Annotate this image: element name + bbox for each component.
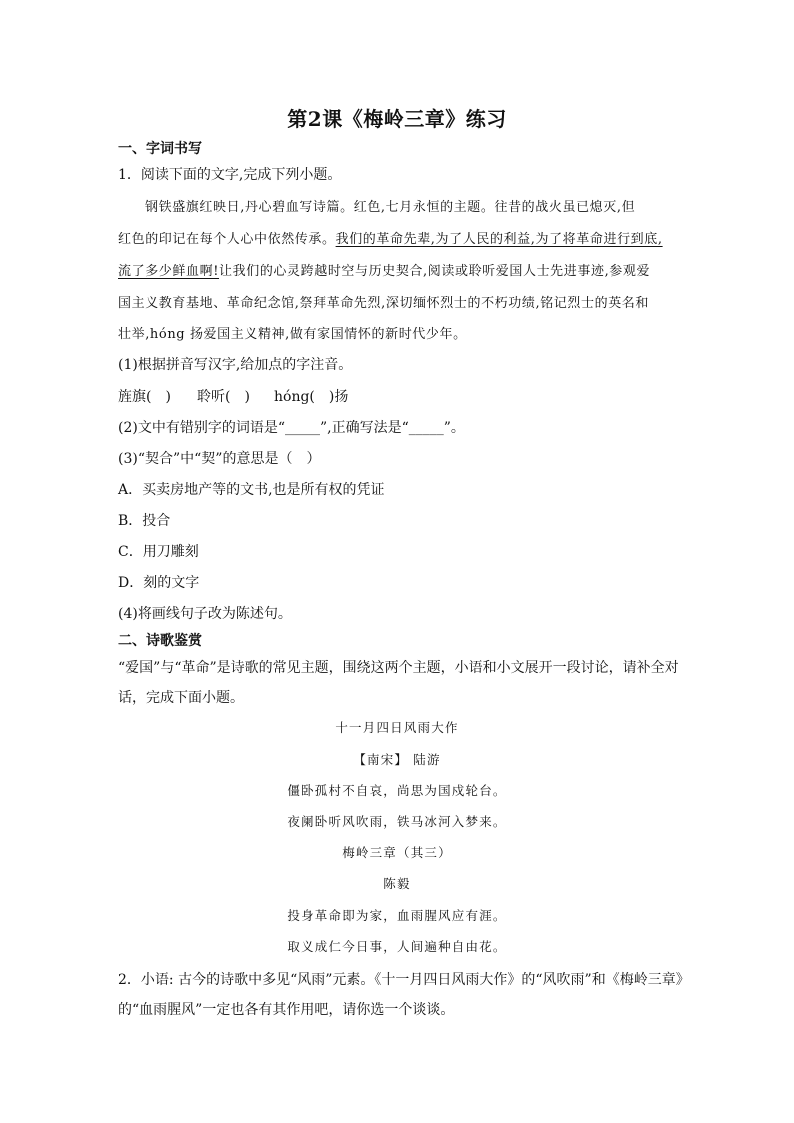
underlined-sentence: 流了多少鲜血啊! <box>118 264 220 279</box>
passage-line <box>118 228 663 247</box>
poem-line: 夜阑卧听风吹雨，铁马冰河入梦来。 <box>287 814 507 829</box>
poem-author: 【南宋】 陆游 <box>353 752 441 767</box>
option-d: D．刻的文字 <box>118 575 200 591</box>
section-2-intro: “爱国”与“革命”是诗歌的常见主题，围绕这两个主题，小语和小文展开一段讨论，请补全对 <box>118 660 679 676</box>
section-2-intro: 话，完成下面小题。 <box>118 690 244 706</box>
sub-question-2: (2)文中有错别字的词语是“_____”,正确写法是“_____”。 <box>118 420 465 436</box>
underlined-sentence: 我们的革命先辈,为了人民的利益,为了将革命进行到底, <box>335 232 663 247</box>
page-title: 第2课《梅岭三章》练习 <box>287 107 507 131</box>
sub-question-3: (3)“契合”中“契”的意思是（ ） <box>118 451 321 467</box>
fill-blank-2: 聆听( ) <box>197 389 250 405</box>
passage-text: 红色的印记在每个人心中依然传承。 <box>118 232 336 247</box>
poem-title: 十一月四日风雨大作 <box>335 720 459 735</box>
question-2: 2．小语: 古今的诗歌中多见“风雨”元素。《十一月四日风雨大作》的“风吹雨”和《梅岭三章》 <box>118 972 690 988</box>
question-2: 的“血雨腥风”一定也各有其作用吧，请你选一个谈谈。 <box>118 1002 455 1018</box>
passage-line: 钢铁盛旗红映日,丹心碧血写诗篇。红色,七月永恒的主题。往昔的战火虽已熄灭,但 <box>145 200 636 215</box>
question-1-intro: 1．阅读下面的文字,完成下列小题。 <box>118 167 342 183</box>
poem-title: 梅岭三章（其三） <box>342 845 452 860</box>
fill-blank-3: hóng( )扬 <box>274 389 349 405</box>
option-b: B．投合 <box>118 513 171 529</box>
poem-line: 取义成仁今日事，人间遍种自由花。 <box>287 939 507 954</box>
poem-author: 陈毅 <box>383 876 411 891</box>
option-a: A．买卖房地产等的文书,也是所有权的凭证 <box>118 482 385 498</box>
poem-line: 僵卧孤村不自哀，尚思为国戍轮台。 <box>287 783 507 798</box>
fill-blank-1: 旌旗( ) <box>118 389 171 405</box>
option-c: C．用刀雕刻 <box>118 544 199 560</box>
passage-line: 国主义教育基地、革命纪念馆,祭拜革命先烈,深切缅怀烈士的不朽功绩,铭记烈士的英名和 <box>118 296 649 311</box>
poem-line: 投身革命即为家，血雨腥风应有涯。 <box>287 908 507 923</box>
sub-question-1: (1)根据拼音写汉字,给加点的字注音。 <box>118 357 353 373</box>
passage-text: 让我们的心灵跨越时空与历史契合,阅读或聆听爱国人士先进事迹,参观爱 <box>219 264 651 279</box>
section-heading-2: 二、诗歌鉴赏 <box>118 633 202 649</box>
sub-question-4: (4)将画线句子改为陈述句。 <box>118 606 292 622</box>
section-heading-1: 一、字词书写 <box>118 141 202 157</box>
passage-line <box>118 260 650 279</box>
passage-line: 壮举,hóng 扬爱国主义精神,做有家国情怀的新时代少年。 <box>118 327 467 342</box>
